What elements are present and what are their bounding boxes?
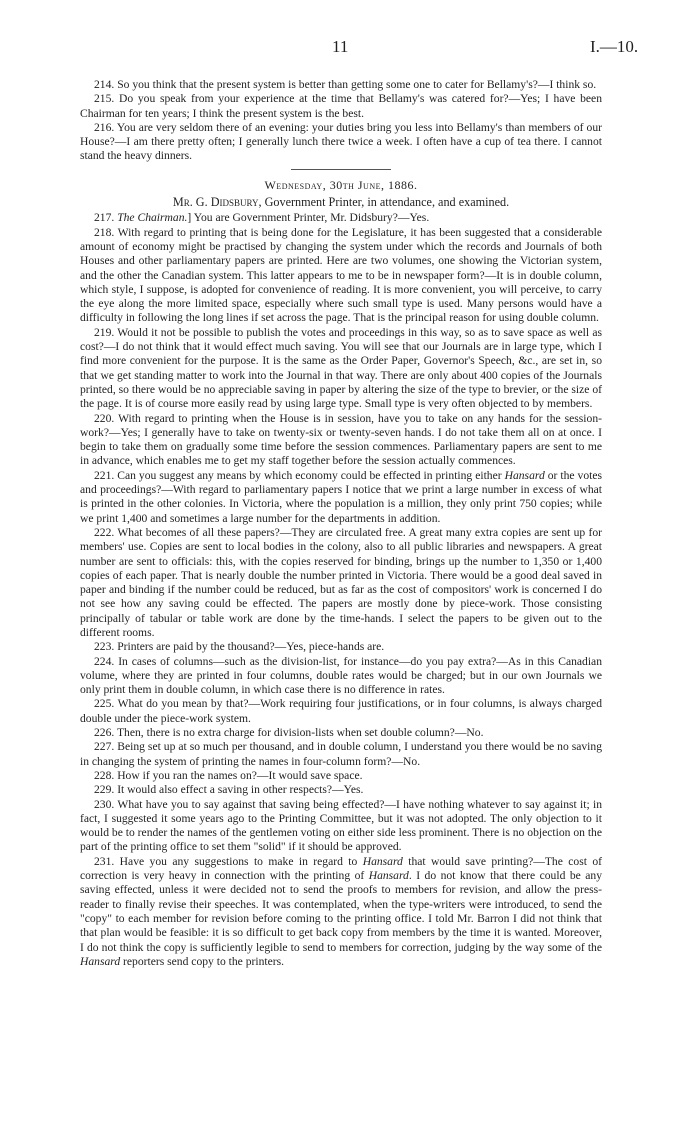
paragraph-221 [80,469,602,526]
hansard-italic: Hansard [504,468,545,482]
paragraph-224: 224. In cases of columns—such as the division-list, for instance—do you pay extra?—As in this Canadian volume, where they are printed in four columns, double rates would be charged; but in our own Journals we only print them in double column, in which case there is no difference in rates. [80,654,602,697]
paragraph-222: 222. What becomes of all these papers?—They are circulated free. A great many extra copies are sent up for members' use. Copies are sent to local bodies in the colony, also to all public libraries and newspapers. A great number are sent to officials: this, with the copies reserved for binding, brings up the number to 1,350 or 1,400 copies of each paper. That is nearly double the number printed in Victoria. There would be a good deal saved in paper and binding if the number could be reduced, but as far as the cost of compositors' work is concerned I do not see how any saving could be effected. The papers are mostly done by piece-work. Those consisting principally of tabular or table work are done by the time-hands. I select the papers to be given out to the different rooms. [80,525,602,639]
paragraph-218: 218. With regard to printing that is being done for the Legislature, it has been suggested that a considerable amount of economy might be practised by changing the system under which the records and Journals of both Houses and other parliamentary papers are printed. Here are two volumes, one showing the Victorian system, and the other the Canadian system. This latter appears to me to be in newspaper form?—It is in double column, which style, I suppose, is adopted for convenience of reading. It is more convenient, you will perceive, to carry the eye along the more limited space, especially where such small type is used. Many persons would have a difficulty in following the long lines if set across the page. That is the principal reason for using double column. [80,225,602,325]
hansard-italic: Hansard [368,869,409,883]
session-date: Wednesday, 30th June, 1886. [264,177,418,192]
witness-line [80,195,602,209]
paragraph-216: 216. You are very seldom there of an evening: your duties bring you less into Bellamy's than members of our House?—I am there pretty often; I generally lunch there twice a week. I often have a cup of tea there. I cannot stand the heavy dinners. [80,120,602,163]
paragraph-228: 228. How if you ran the names on?—It would save space. [94,768,363,782]
question-text: ] You are Government Printer, Mr. Didsbury?—Yes. [187,211,430,225]
paragraph-text: . I do not know that there could be any saving effected, unless it were decided not to send the proofs to members for revision, and allow the press-reader to finally revise their speeches. It was contemplated, when the type-writers were introduced, to send the "copy" to each member for revision before coming to the printing office. I told Mr. Barron I did not think that that plan would be feasible: it is so difficult to get back copy from members by the time it is wanted. Moreover, I do not think the copy is sufficiently legible to send to members for correction, judging by the way some of the [80,869,602,954]
paragraph-223: 223. Printers are paid by the thousand?—Yes, piece-hands are. [94,640,385,654]
paragraph-220: 220. With regard to printing when the House is in session, have you to take on any hands for the session-work?—Yes; I generally have to take on twenty-six or twenty-seven hands. I do not take them all on at once. I begin to take them on gradually some time before the session commences. Parliamentary papers are sent to me in advance, which enables me to get my staff together before the session actually commences. [80,411,602,468]
paragraph-text: that would save printing?—The cost of correction is very heavy in connection with the printing of [80,854,602,883]
section-divider [291,169,391,170]
witness-name: Mr. G. Didsbury [172,195,259,210]
paragraph-text: 231. Have you any suggestions to make in regard to [94,854,363,868]
speaker-label: The Chairman. [117,211,188,225]
paragraph-230: 230. What have you to say against that saving being effected?—I have nothing whatever to say against it; in fact, I suggested it some years ago to the Printing Committee, but it was not adopted. The only objection to it would be to render the names of the gentlemen voting on either side less prominent. There is no objection on the part of the printing office to set them "solid" if it should be approved. [80,797,602,854]
paragraph-226: 226. Then, there is no extra charge for division-lists when set double column?—No. [94,726,484,740]
page-body [80,78,602,969]
paragraph-text: or the votes and proceedings?—With regard to parliamentary papers I notice that we print a large number in excess of what is printed in the other colonies. In Victoria, where the population is a million, they only print 750 copies; while we print 1,400 and sometimes a large number for the departments in addition. [80,468,602,525]
question-number: 217. [94,211,118,225]
page-header [0,37,700,62]
hansard-italic: Hansard [362,854,403,868]
paragraph-text: 221. Can you suggest any means by which economy could be effected in printing either [94,468,505,482]
paragraph-text: reporters send copy to the printers. [120,954,285,968]
paper-reference: I.—10. [590,37,639,56]
paragraph-225: 225. What do you mean by that?—Work requiring four justifications, or in four columns, is always charged double under the piece-work system. [80,697,602,725]
paragraph-227: 227. Being set up at so much per thousand, and in double column, I understand you there would be no saving in changing the system of printing the names in four-column form?—No. [80,740,602,768]
paragraph-217 [80,211,602,225]
page-number: 11 [332,37,349,56]
witness-description: , Government Printer, in attendance, and examined. [258,195,510,210]
paragraph-215: 215. Do you speak from your experience at the time that Bellamy's was catered for?—Yes; I have been Chairman for ten years; I think the present system is the best. [80,92,602,120]
paragraph-214: 214. So you think that the present system is better than getting some one to cater for Bellamy's?—I think so. [94,78,597,91]
paragraph-219: 219. Would it not be possible to publish the votes and proceedings in this way, so as to save space as well as cost?—I do not think that it would effect much saving. You will see that our Journals are in large type, which I find more convenient for the purpose. It is the same as the Order Paper, Governor's Speech, &c., are set in, so that we get standing matter to work into the Journal in that way. There are only about 400 copies of the Journals printed, so there would be no appreciable saving in paper by altering the size of the type to brevier, or the size of the page. It is of course more easily read by using large type. Small type is very often objected to by members. [80,325,602,411]
hansard-italic: Hansard [80,954,121,968]
paragraph-231 [80,855,602,969]
paragraph-229: 229. It would also effect a saving in other respects?—Yes. [94,783,364,797]
